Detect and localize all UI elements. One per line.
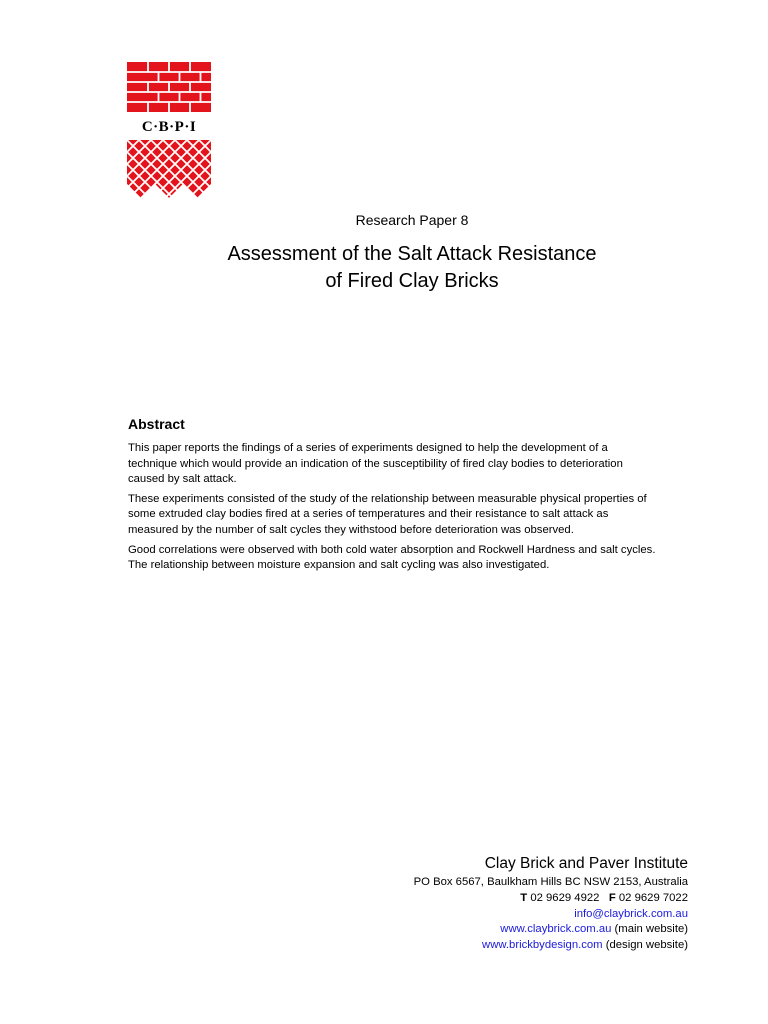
contact-block bbox=[414, 853, 688, 954]
abstract-paragraph-2 bbox=[128, 492, 708, 539]
email-line bbox=[414, 907, 688, 923]
phone-label: T bbox=[520, 891, 528, 904]
abstract-line: technique which would provide an indication of the susceptibility of fired clay bodies to deterioration bbox=[128, 457, 623, 470]
abstract-line: some extruded clay bodies fired at a series of temperatures and their resistance to salt attack as bbox=[128, 508, 609, 521]
abstract-line: The relationship between moisture expansion and salt cycling was also investigated. bbox=[128, 559, 550, 572]
main-website-link[interactable]: www.claybrick.com.au bbox=[500, 923, 612, 936]
abstract-paragraph-1 bbox=[128, 441, 708, 488]
abstract-paragraph-3 bbox=[128, 543, 708, 574]
organization-name: Clay Brick and Paver Institute bbox=[484, 855, 688, 872]
cbpi-logo bbox=[127, 62, 211, 199]
fax-label: F bbox=[608, 891, 616, 904]
email-link[interactable]: info@claybrick.com.au bbox=[574, 907, 688, 920]
phone-number: 02 9629 4922 bbox=[530, 891, 600, 904]
paper-series: Research Paper 8 bbox=[355, 212, 469, 228]
main-website-line bbox=[414, 922, 688, 938]
phone-fax-line bbox=[414, 891, 688, 907]
abstract-line: This paper reports the findings of a series of experiments designed to help the development of a bbox=[128, 442, 608, 454]
design-website-link[interactable]: www.brickbydesign.com bbox=[482, 939, 603, 952]
title-line-1: Assessment of the Salt Attack Resistance bbox=[227, 243, 597, 265]
postal-address: PO Box 6567, Baulkham Hills BC NSW 2153, Australia bbox=[413, 876, 688, 888]
logo-text: C·B·P·I bbox=[141, 119, 197, 135]
main-website-note: (main website) bbox=[614, 923, 688, 936]
abstract-line: caused by salt attack. bbox=[128, 473, 237, 486]
design-website-line bbox=[414, 938, 688, 954]
abstract-heading: Abstract bbox=[128, 416, 185, 432]
fax-number: 02 9629 7022 bbox=[618, 891, 688, 904]
paper-title bbox=[0, 241, 768, 295]
abstract-line: Good correlations were observed with both cold water absorption and Rockwell Hardness and salt cycles. bbox=[128, 543, 656, 556]
design-website-note: (design website) bbox=[605, 939, 688, 952]
abstract-line: measured by the number of salt cycles they withstood before deterioration was observed. bbox=[128, 523, 574, 536]
abstract-body bbox=[128, 441, 708, 578]
title-line-2: of Fired Clay Bricks bbox=[325, 270, 499, 292]
abstract-line: These experiments consisted of the study of the relationship between measurable physical properties of bbox=[128, 492, 647, 505]
